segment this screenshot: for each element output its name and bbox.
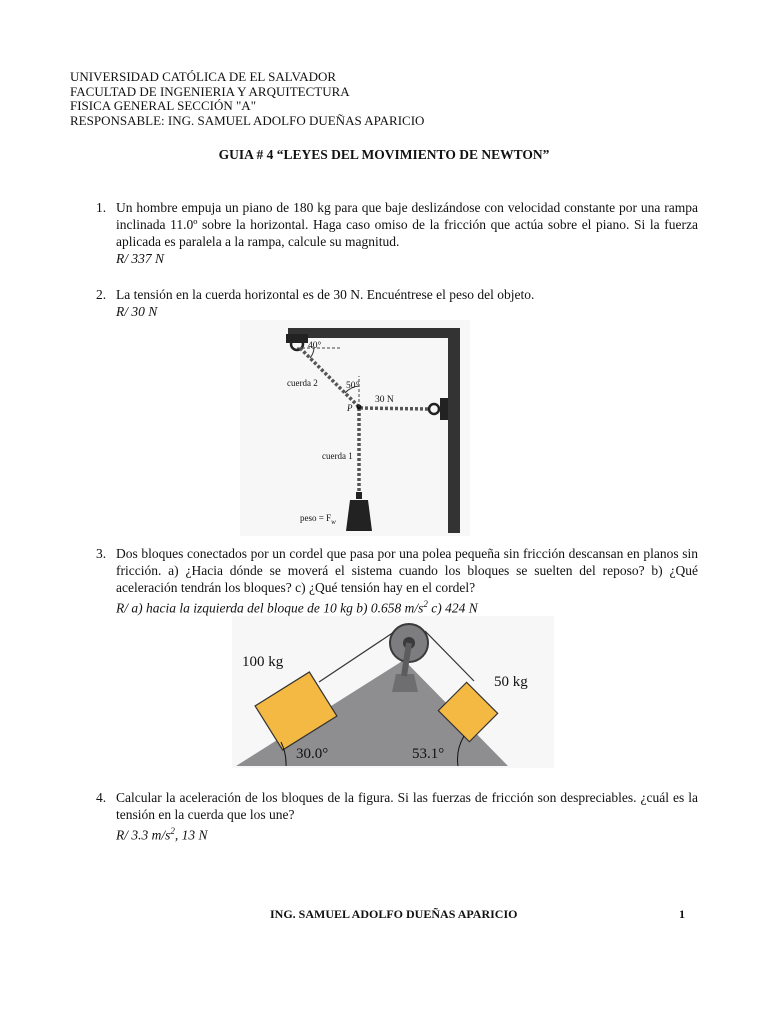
weight-block (346, 500, 372, 531)
force-label: 30 N (375, 395, 394, 405)
question-answer: R/ 30 N (116, 304, 158, 319)
header-responsible: RESPONSABLE: ING. SAMUEL ADOLFO DUEÑAS APARICIO (70, 112, 425, 128)
pulley-support (392, 674, 418, 692)
angle-label-50: 50° (346, 381, 360, 391)
mass-label-left: 100 kg (242, 654, 284, 670)
question-4 (96, 789, 698, 844)
angle-label-40: 40° (308, 341, 322, 351)
question-answer: R/ a) hacia la izquierda del bloque de 10 kg b) 0.658 $m/s^2$ c) 424 N (116, 599, 478, 616)
header-faculty: FACULTAD DE INGENIERIA Y ARQUITECTURA (70, 83, 350, 99)
question-answer: R/ 337 N (116, 251, 165, 266)
question-number: 4. (96, 790, 107, 805)
question-text: La tensión en la cuerda horizontal es de 30 N. Encuéntrese el peso del objeto. (116, 287, 535, 302)
mass-label-right: 50 kg (494, 674, 528, 690)
question-text: Dos bloques conectados por un cordel que pasa por una polea pequeña sin fricción descansan en planos sin fricción. a) ¿Hacia dónde se moverá el sistema cuando los bloques se suelten del reposo? b) ¿Qué aceleración tendrán los bloques? c) ¿Qué tensión hay en el cordel? (116, 546, 698, 595)
point-label: P (347, 403, 353, 413)
page-title: GUIA # 4 “LEYES DEL MOVIMIENTO DE NEWTON” (218, 147, 550, 162)
question-answer: R/ 3.3 $m/s^2$, 13 N (116, 826, 208, 843)
rope-1-label: cuerda 1 (322, 451, 353, 461)
rope-2-label: cuerda 2 (287, 378, 318, 388)
weight-label: peso = $F_w$ (300, 513, 336, 526)
question-text: Un hombre empuja un piano de 180 kg para que baje deslizándose con velocidad constante por una rampa inclinada 11.0º sobre la horizontal. Haga caso omiso de la fricción que actúa sobre el piano. Si la fuerza aplicada es paralela a la rampa, calcule su magnitud. (116, 200, 698, 249)
document-header (70, 70, 424, 128)
weight-hook (356, 492, 362, 499)
question-text: Calcular la aceleración de los bloques de la figura. Si las fuerzas de fricción son despreciables. ¿cuál es la tensión en la cuerda que los une? (116, 790, 698, 822)
header-university: UNIVERSIDAD CATÓLICA DE EL SALVADOR (70, 69, 337, 84)
ceiling-beam (288, 328, 460, 338)
question-number: 1. (96, 200, 107, 215)
page-number: 1 (679, 907, 685, 921)
inclined-planes-figure (232, 616, 554, 768)
footer-name: ING. SAMUEL ADOLFO DUEÑAS APARICIO (270, 907, 518, 921)
question-number: 3. (96, 546, 107, 561)
rope-tension-figure (240, 320, 470, 536)
question-number: 2. (96, 287, 107, 302)
question-1 (96, 199, 698, 267)
header-course: FISICA GENERAL SECCIÓN "A" (70, 98, 257, 113)
question-3 (96, 545, 698, 617)
question-2 (96, 286, 698, 320)
wall (448, 328, 460, 533)
wall-anchor (440, 398, 448, 420)
angle-label-right: 53.1° (412, 746, 445, 762)
angle-label-left: 30.0° (296, 746, 329, 762)
